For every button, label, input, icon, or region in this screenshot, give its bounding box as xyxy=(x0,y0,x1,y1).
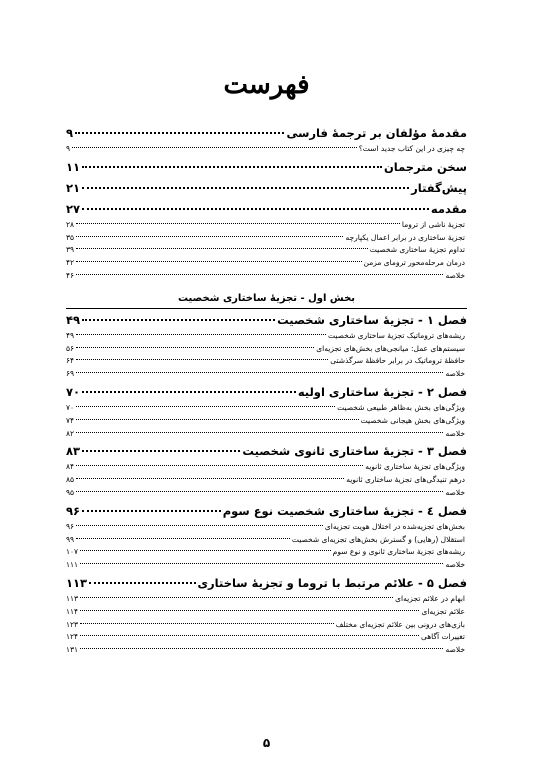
toc-entry xyxy=(66,232,467,245)
toc-entry-title: ابهام در علائم تجزیه‌ای xyxy=(395,593,465,603)
toc-entry xyxy=(66,619,467,632)
dot-leader xyxy=(82,319,275,321)
dot-leader xyxy=(76,248,368,249)
dot-leader xyxy=(76,432,443,433)
dot-leader xyxy=(76,465,363,466)
table-of-contents xyxy=(66,122,467,657)
toc-entry-title: ریشه‌های تروماتیک تجزیهٔ ساختاری شخصیت xyxy=(328,330,465,340)
toc-entry xyxy=(66,428,467,441)
toc-entry-page: ۸۴ xyxy=(66,462,75,472)
dot-leader xyxy=(82,510,221,512)
toc-entry-page: ۱۱۱ xyxy=(66,560,79,570)
dot-leader xyxy=(76,419,359,420)
toc-section-title: سخن مترجمان xyxy=(383,159,467,174)
toc-entry xyxy=(66,593,467,606)
toc-chapter-title: فصل ٤ - تجزیهٔ ساختاری شخصیت نوع سوم xyxy=(222,503,467,518)
page-number: ۵ xyxy=(262,736,271,750)
dot-leader xyxy=(82,391,296,393)
toc-entry-title: سیستم‌های عمل: میانجی‌های بخش‌های تجزیه‌ای xyxy=(316,343,465,353)
dot-leader xyxy=(76,491,443,492)
toc-entry-title: خلاصه xyxy=(445,645,465,655)
toc-entry-page: ۵۶ xyxy=(66,343,75,353)
toc-entry xyxy=(66,257,467,270)
toc-chapter xyxy=(66,385,467,402)
toc-entry-title: چه چیزی در این کتاب جدید است؟ xyxy=(358,144,465,153)
toc-chapter-page: ۸۳ xyxy=(66,444,81,459)
toc-entry-title: ریشه‌های تجزیهٔ ساختاری ثانوی و نوع سوم xyxy=(332,547,465,557)
toc-chapter-title: فصل ۲ - تجزیهٔ ساختاری اولیه xyxy=(297,384,467,399)
toc-entry xyxy=(66,474,467,487)
dot-leader xyxy=(72,147,357,148)
toc-entry-page: ۳۹ xyxy=(66,245,75,255)
toc-entry-page: ۶۴ xyxy=(66,356,75,366)
toc-entry-page: ۶۹ xyxy=(66,369,75,379)
toc-entry-title: استقلال (رهایی) و گسترش بخش‌های تجزیه‌ای شخصیت xyxy=(291,534,465,544)
toc-entry-title: علائم تجزیه‌ای xyxy=(421,606,465,616)
toc-section-page: ۱۱ xyxy=(66,159,81,174)
toc-entry-title: خلاصه xyxy=(445,560,465,570)
toc-entry xyxy=(66,487,467,500)
page-title: فهرست xyxy=(223,70,310,100)
dot-leader xyxy=(80,597,393,598)
dot-leader xyxy=(80,635,419,636)
toc-entry xyxy=(66,546,467,559)
toc-entry xyxy=(66,355,467,368)
dot-leader xyxy=(76,525,323,526)
dot-leader xyxy=(80,648,443,649)
toc-entry-page: ۹۶ xyxy=(66,521,75,531)
toc-entry xyxy=(66,244,467,257)
toc-section-page: ۲۱ xyxy=(66,180,81,195)
toc-entry-title: خلاصه xyxy=(445,487,465,497)
toc-chapter xyxy=(66,504,467,521)
toc-entry-page: ۹ xyxy=(66,144,71,153)
toc-entry-title: حافظهٔ تروماتیک در برابر حافظهٔ سرگذشتی xyxy=(330,356,465,366)
toc-entry-page: ۸۵ xyxy=(66,475,75,485)
dot-leader xyxy=(76,261,361,262)
toc-entry xyxy=(66,521,467,534)
toc-entry-page: ۱۱۴ xyxy=(66,606,79,616)
toc-chapter-title: فصل ۳ - تجزیهٔ ساختاری ثانوی شخصیت xyxy=(242,444,467,459)
toc-section-page: ۲۷ xyxy=(66,201,81,216)
toc-entry-title: خلاصه xyxy=(445,270,465,280)
toc-chapter xyxy=(66,313,467,330)
toc-section xyxy=(66,202,467,219)
toc-entry xyxy=(66,143,467,156)
toc-entry-page: ۱۱۳ xyxy=(66,593,79,603)
toc-chapter-page: ۷۰ xyxy=(66,384,81,399)
dot-leader xyxy=(76,274,443,275)
dot-leader xyxy=(82,208,429,210)
toc-chapter-title: فصل ۱ - تجزیهٔ ساختاری شخصیت xyxy=(277,312,467,327)
toc-entry xyxy=(66,415,467,428)
toc-section xyxy=(66,160,467,177)
toc-entry-title: ویژگی‌های بخش به‌ظاهر طبیعی شخصیت xyxy=(337,402,465,412)
toc-entry-title: بازی‌های درونی بین علائم تجزیه‌ای مختلف xyxy=(335,619,465,629)
dot-leader xyxy=(82,450,240,452)
dot-leader xyxy=(76,236,343,237)
toc-entry-title: درهم تنیدگی‌های تجزیهٔ ساختاری ثانویه xyxy=(346,475,465,485)
toc-section-title: پیش‌گفتار xyxy=(411,180,467,195)
toc-entry-page: ۴۶ xyxy=(66,270,75,280)
toc-chapter-page: ۴۹ xyxy=(66,312,81,327)
toc-entry xyxy=(66,219,467,232)
toc-entry xyxy=(66,644,467,657)
toc-entry-page: ۴۲ xyxy=(66,258,75,268)
toc-section xyxy=(66,181,467,198)
toc-entry xyxy=(66,402,467,415)
toc-entry-page: ۷۴ xyxy=(66,415,75,425)
toc-entry-title: خلاصه xyxy=(445,428,465,438)
toc-entry xyxy=(66,461,467,474)
toc-entry xyxy=(66,343,467,356)
toc-entry-page: ۹۹ xyxy=(66,534,75,544)
toc-entry-page: ۳۵ xyxy=(66,232,75,242)
dot-leader xyxy=(76,347,314,348)
toc-entry-title: ویژگی‌های بخش هیجانی شخصیت xyxy=(360,415,465,425)
toc-entry-page: ۱۰۷ xyxy=(66,547,79,557)
toc-entry-title: تغییرات آگاهی xyxy=(420,632,465,642)
toc-entry-page: ۱۲۳ xyxy=(66,619,79,629)
toc-chapter-title: فصل ۵ - علائم مرتبط با تروما و تجزیهٔ ساختاری xyxy=(197,575,467,590)
dot-leader xyxy=(80,623,334,624)
toc-entry xyxy=(66,368,467,381)
toc-entry-title: تداوم تجزیهٔ ساختاری شخصیت xyxy=(369,245,465,255)
toc-entry xyxy=(66,534,467,547)
toc-entry-page: ۱۲۴ xyxy=(66,632,79,642)
toc-entry-page: ۷۰ xyxy=(66,402,75,412)
toc-entry-title: ویژگی‌های تجزیهٔ ساختاری ثانویه xyxy=(365,462,465,472)
toc-entry-title: خلاصه xyxy=(445,369,465,379)
dot-leader xyxy=(76,359,328,360)
dot-leader xyxy=(80,610,419,611)
toc-chapter xyxy=(66,444,467,461)
dot-leader xyxy=(76,372,443,373)
dot-leader xyxy=(82,166,382,168)
part-heading: بخش اول - تجزیهٔ ساختاری شخصیت xyxy=(177,292,356,304)
toc-entry xyxy=(66,559,467,572)
toc-entry-title: تجزیهٔ ساختاری در برابر اعمال یکپارچه xyxy=(345,232,465,242)
toc-chapter xyxy=(66,576,467,593)
toc-entry-page: ۱۳۱ xyxy=(66,645,79,655)
toc-chapter-page: ۹۶ xyxy=(66,503,81,518)
dot-leader xyxy=(76,538,290,539)
toc-section-title: مقدمه xyxy=(430,201,467,216)
toc-entry-page: ۸۲ xyxy=(66,428,75,438)
dot-leader xyxy=(76,334,326,335)
toc-entry-page: ۹۵ xyxy=(66,487,75,497)
dot-leader xyxy=(76,478,344,479)
toc-entry xyxy=(66,270,467,283)
dot-leader xyxy=(75,132,284,134)
toc-section-title: مقدمهٔ مؤلفان بر ترجمهٔ فارسی xyxy=(286,126,467,140)
dot-leader xyxy=(76,223,400,224)
toc-entry xyxy=(66,330,467,343)
dot-leader xyxy=(76,406,335,407)
toc-chapter-page: ۱۱۳ xyxy=(66,575,88,590)
toc-entry-title: درمان مرحله‌محور ترومای مزمن xyxy=(363,258,465,268)
toc-entry-page: ۲۸ xyxy=(66,219,75,229)
dot-leader xyxy=(82,187,409,189)
toc-section-page: ۹ xyxy=(66,126,74,140)
divider xyxy=(66,308,467,309)
toc-section xyxy=(66,126,467,143)
toc-entry-title: تجزیهٔ ناشی از تروما xyxy=(401,219,465,229)
toc-entry-title: بخش‌های تجزیه‌شده در اختلال هویت تجزیه‌ای xyxy=(324,521,465,531)
dot-leader xyxy=(80,550,331,551)
toc-entry xyxy=(66,631,467,644)
dot-leader xyxy=(89,582,195,584)
toc-entry-page: ۴۹ xyxy=(66,330,75,340)
dot-leader xyxy=(80,563,443,564)
toc-entry xyxy=(66,606,467,619)
